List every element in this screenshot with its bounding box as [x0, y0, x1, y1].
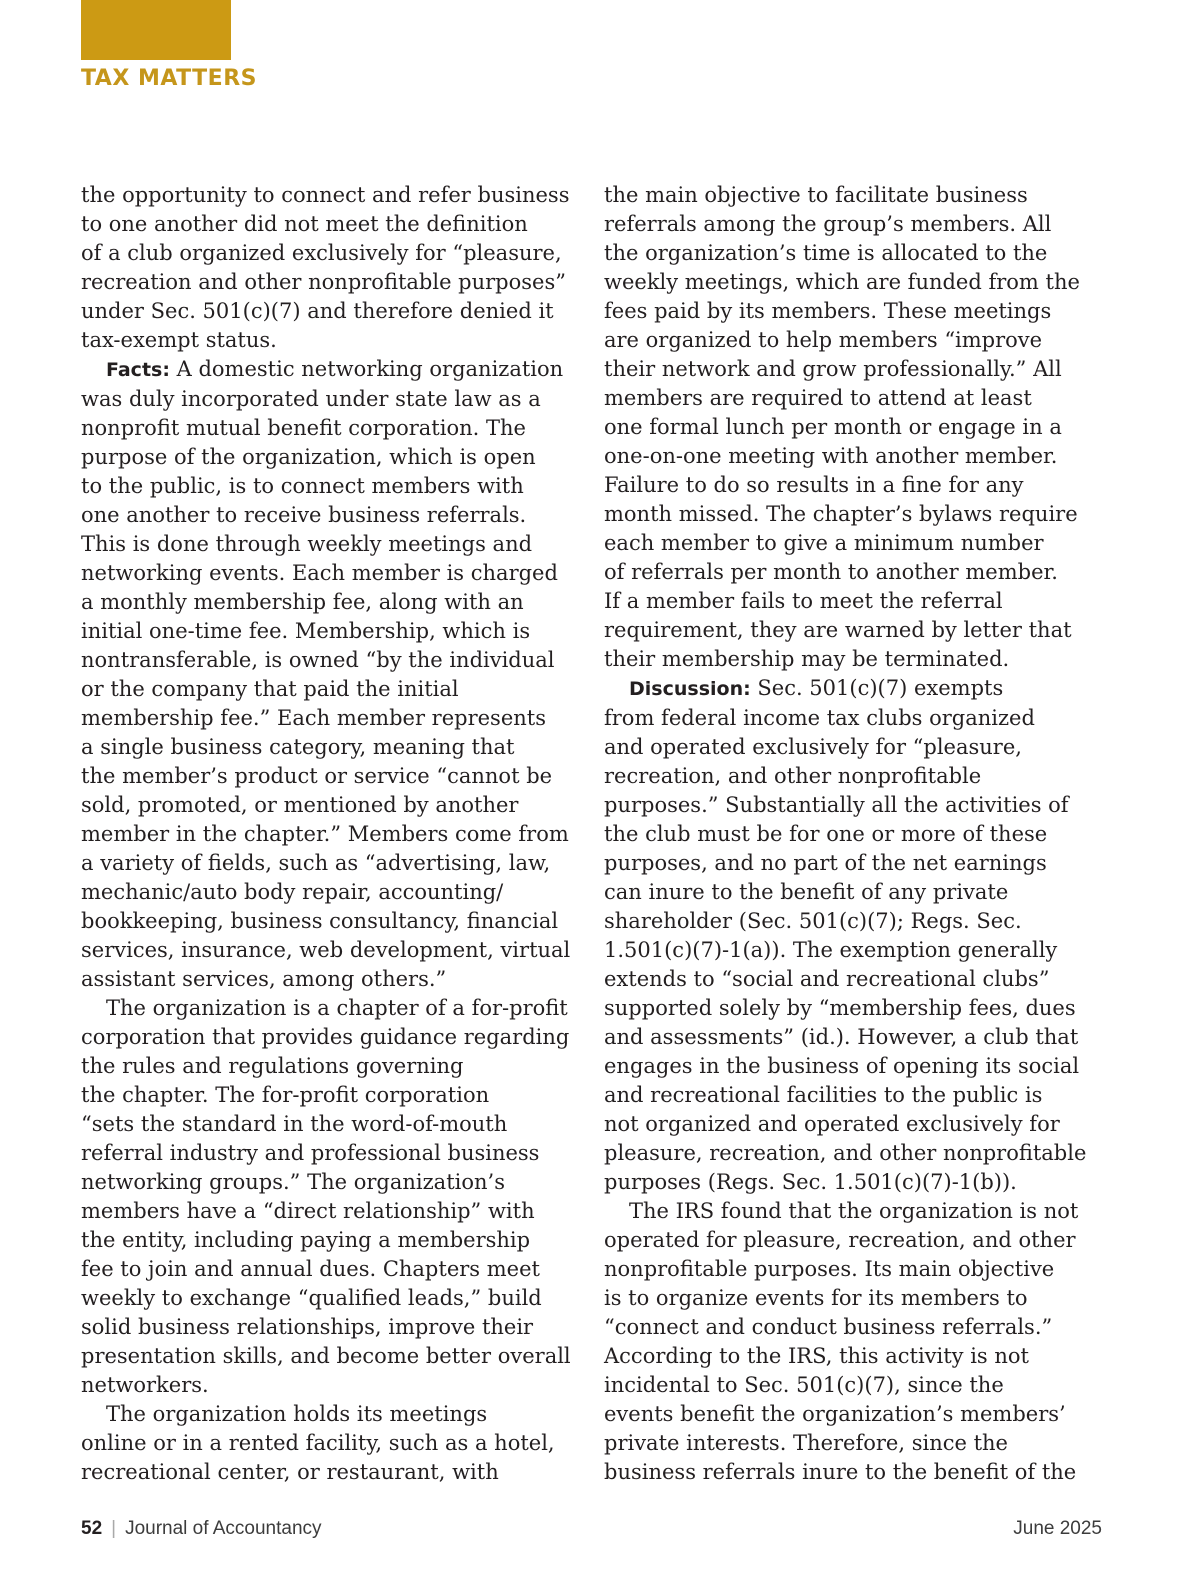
issue-date: June 2025	[1013, 1518, 1102, 1539]
text-run: A domestic networking organization	[169, 357, 564, 381]
text-line: recreation, and other nonprofitable	[604, 764, 982, 788]
text-line: a single business category, meaning that	[81, 735, 515, 759]
text-line: are organized to help members “improve	[604, 328, 1043, 352]
text-line: one formal lunch per month or engage in a	[604, 415, 1062, 439]
text-line: shareholder (Sec. 501(c)(7); Regs. Sec.	[604, 909, 1022, 933]
text-line: one-on-one meeting with another member.	[604, 444, 1058, 468]
text-line: recreation and other nonprofitable purposes”	[81, 270, 566, 294]
text-line: requirement, they are warned by letter that	[604, 618, 1072, 642]
article-column-right	[604, 181, 1124, 1487]
text-line: purposes.” Substantially all the activities of	[604, 793, 1069, 817]
text-line: “sets the standard in the word-of-mouth	[81, 1112, 508, 1136]
text-line: to the public, is to connect members with	[81, 474, 524, 498]
text-line: each member to give a minimum number	[604, 531, 1044, 555]
text-line: solid business relationships, improve their	[81, 1315, 534, 1339]
text-line: the entity, including paying a membership	[81, 1228, 531, 1252]
text-line: membership fee.” Each member represents	[81, 706, 546, 730]
text-line	[604, 674, 1124, 704]
text-line: one another to receive business referrals.	[81, 503, 527, 527]
text-line: members are required to attend at least	[604, 386, 1032, 410]
text-line: networking events. Each member is charged	[81, 561, 558, 585]
page-number: 52	[81, 1518, 103, 1539]
text-line: their network and grow professionally.” All	[604, 357, 1062, 381]
text-line: purposes (Regs. Sec. 1.501(c)(7)-1(b)).	[604, 1170, 1017, 1194]
text-line: Failure to do so results in a fine for any	[604, 473, 1024, 497]
text-line: under Sec. 501(c)(7) and therefore denied it	[81, 299, 554, 323]
text-line: month missed. The chapter’s bylaws require	[604, 502, 1078, 526]
text-line: from federal income tax clubs organized	[604, 706, 1035, 730]
text-line: extends to “social and recreational clubs”	[604, 967, 1050, 991]
text-line: members have a “direct relationship” with	[81, 1199, 535, 1223]
text-line: nontransferable, is owned “by the individual	[81, 648, 555, 672]
text-line: If a member fails to meet the referral	[604, 589, 1003, 613]
footer-separator: |	[111, 1518, 117, 1539]
text-line: a monthly membership fee, along with an	[81, 590, 524, 614]
text-line: networking groups.” The organization’s	[81, 1170, 505, 1194]
text-line: business referrals inure to the benefit of the	[604, 1460, 1077, 1484]
text-line: and assessments” (id.). However, a club that	[604, 1025, 1079, 1049]
text-line: the member’s product or service “cannot be	[81, 764, 553, 788]
text-line: purposes, and no part of the net earnings	[604, 851, 1047, 875]
text-line: 1.501(c)(7)-1(a)). The exemption generally	[604, 938, 1058, 962]
text-line: not organized and operated exclusively for	[604, 1112, 1060, 1136]
text-line: mechanic/auto body repair, accounting/	[81, 880, 504, 904]
text-line: of a club organized exclusively for “pleasure,	[81, 241, 562, 265]
text-line: “connect and conduct business referrals.”	[604, 1315, 1053, 1339]
text-line: their membership may be terminated.	[604, 647, 1010, 671]
text-line: referral industry and professional business	[81, 1141, 540, 1165]
text-line: The organization holds its meetings	[106, 1402, 488, 1426]
text-line: nonprofitable purposes. Its main objective	[604, 1257, 1055, 1281]
text-line: The organization is a chapter of a for-profit	[106, 996, 568, 1020]
text-line: weekly to exchange “qualified leads,” build	[81, 1286, 542, 1310]
text-line: the main objective to facilitate business	[604, 183, 1028, 207]
section-label: TAX MATTERS	[81, 66, 257, 91]
text-line: is to organize events for its members to	[604, 1286, 1028, 1310]
text-line: initial one-time fee. Membership, which is	[81, 619, 531, 643]
text-line: referrals among the group’s members. All	[604, 212, 1052, 236]
text-line: engages in the business of opening its social	[604, 1054, 1080, 1078]
header-accent-bar	[81, 0, 231, 60]
text-line: purpose of the organization, which is open	[81, 445, 536, 469]
publication-name: Journal of Accountancy	[125, 1518, 322, 1539]
text-line: the chapter. The for-profit corporation	[81, 1083, 490, 1107]
text-line: networkers.	[81, 1373, 209, 1397]
text-line: corporation that provides guidance regarding	[81, 1025, 570, 1049]
text-line: events benefit the organization’s members’	[604, 1402, 1066, 1426]
text-line: a variety of fields, such as “advertising, law,	[81, 851, 551, 875]
text-line: sold, promoted, or mentioned by another	[81, 793, 519, 817]
text-line: nonprofit mutual benefit corporation. The	[81, 416, 526, 440]
text-line: and recreational facilities to the public is	[604, 1083, 1043, 1107]
text-run: Sec. 501(c)(7) exempts	[750, 676, 1004, 700]
text-line: the rules and regulations governing	[81, 1054, 464, 1078]
text-line: recreational center, or restaurant, with	[81, 1460, 499, 1484]
text-line: presentation skills, and become better overall	[81, 1344, 571, 1368]
text-line: According to the IRS, this activity is not	[604, 1344, 1029, 1368]
text-line: services, insurance, web development, virtual	[81, 938, 571, 962]
text-line: or the company that paid the initial	[81, 677, 459, 701]
text-line: assistant services, among others.”	[81, 967, 447, 991]
article-column-left	[81, 181, 601, 1487]
page-footer	[81, 1518, 1102, 1544]
text-line: was duly incorporated under state law as a	[81, 387, 541, 411]
paragraph-lead-in: Discussion:	[629, 678, 751, 700]
text-line: operated for pleasure, recreation, and other	[604, 1228, 1076, 1252]
text-line: online or in a rented facility, such as a hotel,	[81, 1431, 555, 1455]
text-line: fees paid by its members. These meetings	[604, 299, 1052, 323]
text-line: to one another did not meet the definition	[81, 212, 528, 236]
text-line: incidental to Sec. 501(c)(7), since the	[604, 1373, 1004, 1397]
paragraph-lead-in: Facts:	[106, 359, 170, 381]
text-line: the club must be for one or more of these	[604, 822, 1048, 846]
text-line: and operated exclusively for “pleasure,	[604, 735, 1022, 759]
text-line: of referrals per month to another member.	[604, 560, 1058, 584]
text-line: bookkeeping, business consultancy, financial	[81, 909, 559, 933]
text-line: supported solely by “membership fees, dues	[604, 996, 1076, 1020]
text-line: the organization’s time is allocated to the	[604, 241, 1048, 265]
text-line: fee to join and annual dues. Chapters meet	[81, 1257, 540, 1281]
text-line: pleasure, recreation, and other nonprofitable	[604, 1141, 1087, 1165]
text-line: private interests. Therefore, since the	[604, 1431, 1008, 1455]
text-line: the opportunity to connect and refer business	[81, 183, 570, 207]
text-line	[81, 355, 601, 385]
text-line: member in the chapter.” Members come from	[81, 822, 569, 846]
text-line: This is done through weekly meetings and	[81, 532, 533, 556]
text-line: tax-exempt status.	[81, 328, 277, 352]
text-line: can inure to the benefit of any private	[604, 880, 1009, 904]
text-line: weekly meetings, which are funded from the	[604, 270, 1080, 294]
text-line: The IRS found that the organization is not	[629, 1199, 1079, 1223]
